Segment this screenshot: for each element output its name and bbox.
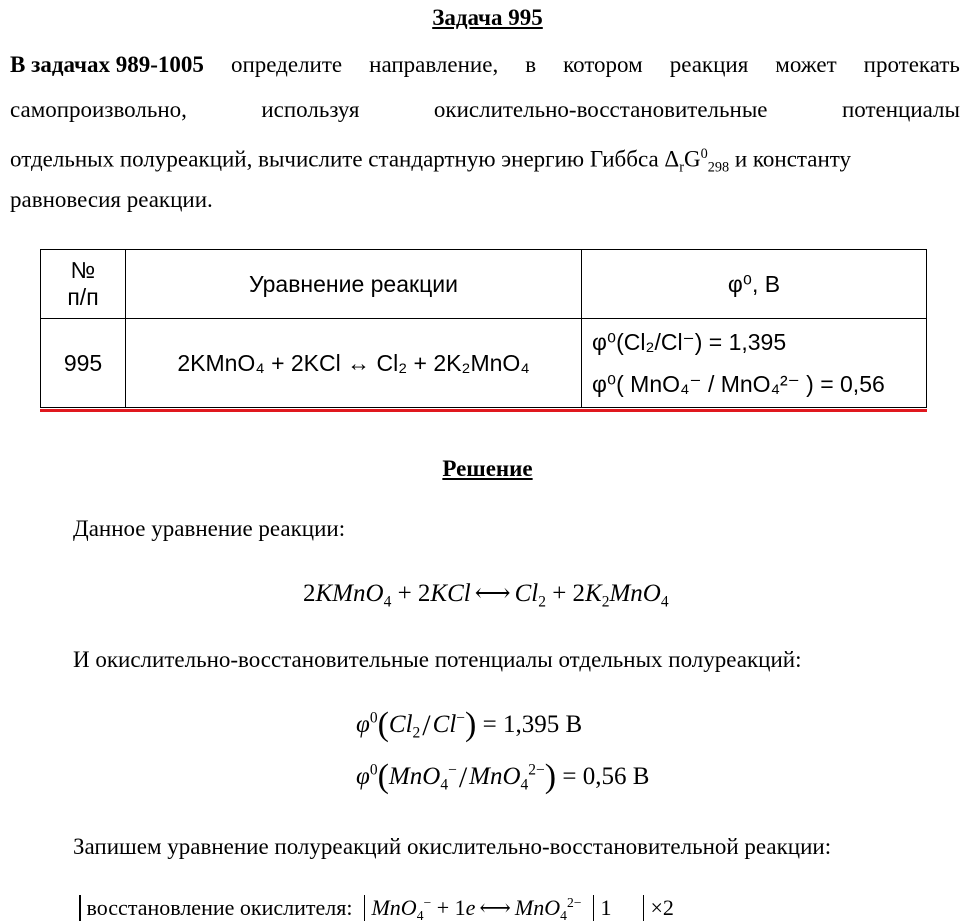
header-number-line2: п/п: [67, 284, 99, 310]
half-reaction-row: восстановление окислителя: MnO$_4$− + 1e ⟷ MnO$_4^{2-}$ 1 ×2: [73, 895, 674, 924]
intro-line-2: [10, 87, 960, 132]
intro-word: котором: [563, 52, 643, 77]
bracket-line: [364, 895, 366, 921]
intro-word: в: [525, 52, 537, 77]
intro-word: окислительно-восстановительные: [433, 97, 768, 122]
potential-2-value: = 0,56 В: [562, 763, 650, 790]
solution-heading: Решение: [442, 456, 533, 481]
intro-word: направление,: [369, 52, 499, 77]
solution-paragraph-2: И окислительно-восстановительные потенциалы отдельных полуреакций:: [73, 647, 802, 672]
intro-line-3-text: отдельных полуреакций, вычислите стандартную энергию Гиббса Δ: [10, 146, 680, 172]
row-number: 995: [41, 319, 126, 408]
solution-paragraph-1: Данное уравнение реакции:: [73, 516, 346, 541]
intro-line-3: [10, 132, 960, 177]
row-potential-1: φ⁰(Cl₂/Cl⁻) = 1,395: [592, 329, 787, 355]
table-header-row: [41, 250, 927, 319]
potential-1-value: = 1,395 В: [482, 711, 583, 738]
task-title: Задача 995: [432, 5, 543, 30]
intro-line-4: равновесия реакции.: [10, 187, 213, 212]
task-table: [40, 249, 927, 408]
row-potentials: [582, 319, 927, 408]
header-equation: Уравнение реакции: [126, 250, 582, 319]
intro-paragraph: [10, 42, 960, 222]
solution-paragraph-3: Запишем уравнение полуреакций окислительно-восстановительной реакции:: [73, 834, 832, 859]
reaction-equation: 2KMnO$_4$ + 2KCl ⟷ $Cl_2 + 2K_2MnO_4$: [303, 580, 669, 611]
gibbs-subscript-r: r: [679, 159, 684, 176]
intro-word: определите: [230, 52, 343, 77]
bracket-line: [643, 895, 645, 921]
intro-word: может: [775, 52, 837, 77]
intro-word: реакция: [669, 52, 749, 77]
gibbs-subscript-298: 298: [707, 159, 730, 176]
gibbs-superscript-0: 0: [700, 146, 708, 162]
bracket-line: [593, 895, 595, 921]
header-number-line1: №: [70, 257, 96, 283]
bracket-line: [79, 895, 81, 921]
red-rule: [40, 409, 927, 412]
multiplier: ×2: [650, 895, 674, 921]
reaction-arrow-icon: ⟷: [474, 580, 511, 607]
intro-word: протекать: [863, 52, 960, 77]
intro-line-3-end: и константу: [729, 146, 852, 172]
row-potential-2: φ⁰( MnO₄⁻ / MnO₄²⁻ ) = 0,56: [592, 371, 885, 397]
intro-word: самопроизвольно,: [10, 97, 187, 122]
potential-2-formula: $\varphi^0(MnO_4^-/MnO_4^{2-}) = 0,56$ В: [356, 758, 650, 795]
header-potential: φ⁰, В: [582, 250, 927, 319]
intro-bold-lead: В задачах 989-1005: [10, 52, 204, 77]
half-reaction-label: восстановление окислителя:: [86, 895, 353, 921]
intro-word: используя: [261, 97, 360, 122]
gibbs-g: G: [683, 146, 701, 172]
row-equation: 2KMnO₄ + 2KCl ↔ Cl₂ + 2K₂MnO₄: [126, 319, 582, 408]
potential-1-formula: $\varphi^0(Cl_2/Cl^-) = 1,395$ В: [356, 706, 583, 743]
intro-line-1: [10, 42, 960, 87]
electron-count: 1: [600, 895, 612, 921]
table-row: [41, 319, 927, 408]
half-reaction-arrow-icon: ⟷: [479, 895, 511, 921]
header-number: [41, 250, 126, 319]
intro-word: потенциалы: [841, 97, 960, 122]
